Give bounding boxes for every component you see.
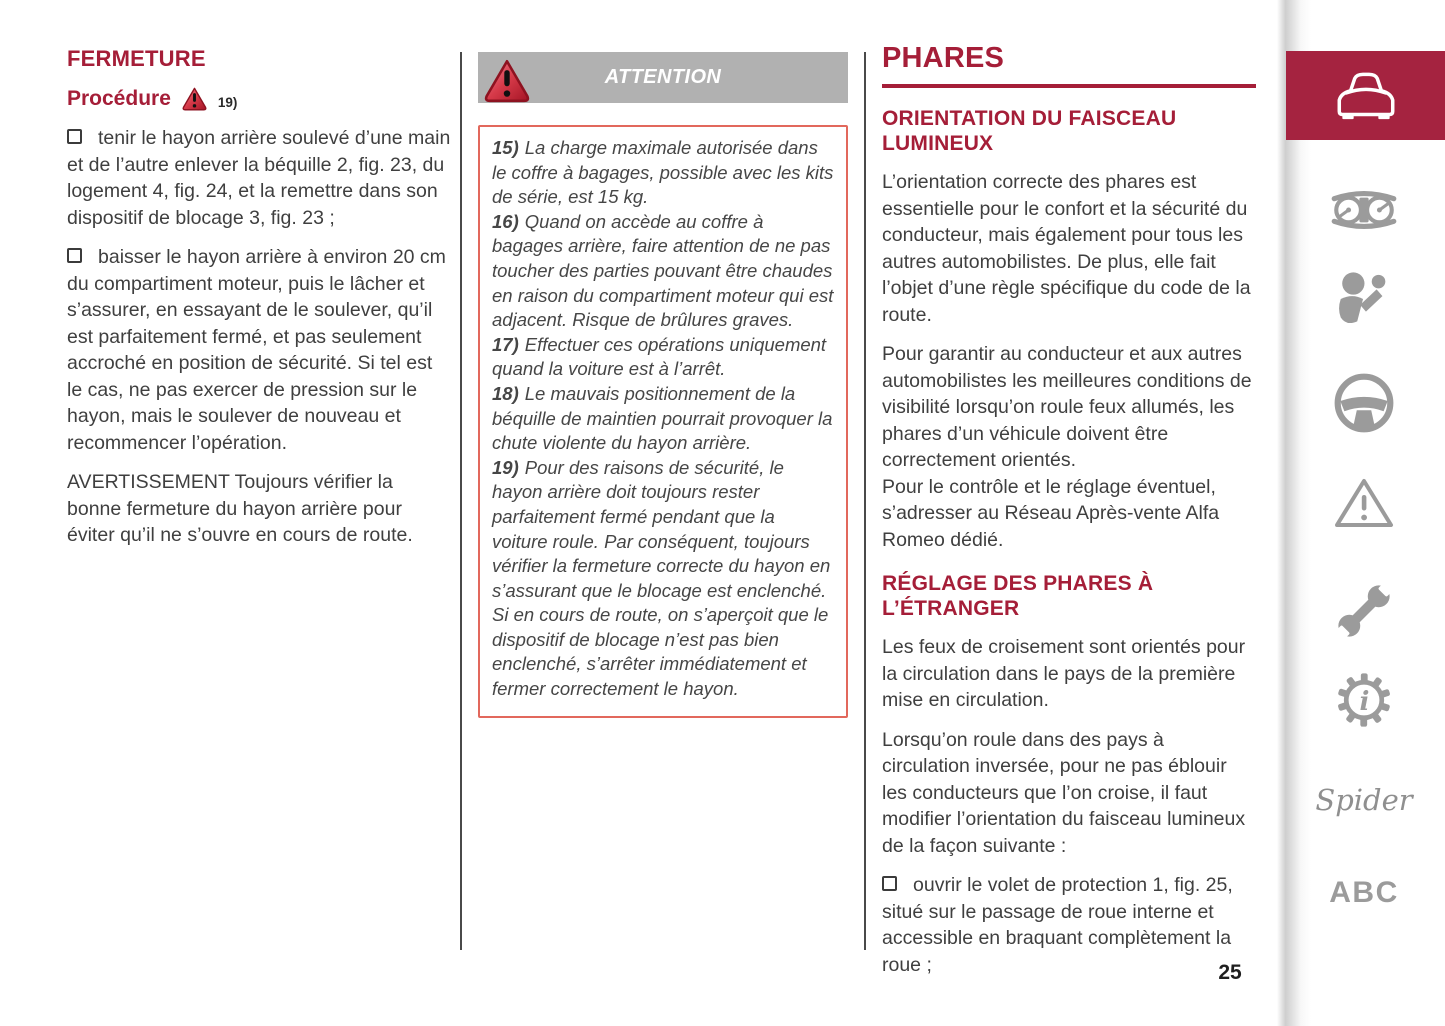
attention-item: [492, 456, 834, 702]
attention-item-number: 16): [492, 210, 519, 232]
attention-item: [492, 333, 834, 382]
paragraph-text: AVERTISSEMENT Toujours vérifier la bonne fermeture du hayon arrière pour éviter qu’il ne s’ouvre en cours de route.: [67, 471, 413, 546]
title-underline: [882, 84, 1256, 88]
airbag-icon: [1333, 269, 1395, 331]
attention-title: ATTENTION: [604, 66, 722, 88]
attention-item-number: 15): [492, 137, 519, 158]
paragraph: [882, 634, 1256, 714]
paragraph-text: tenir le hayon arrière soulevé d’une main et de l’autre enlever la béquille 2, fig. 23, du logement 4, fig. 24, et la remettre dans son dispositif de blocage 3, fig. 23 ;: [67, 127, 451, 229]
paragraph-text: Pour garantir au conducteur et aux autres automobilistes les meilleures conditions de visibilité lorsqu’on roule feux allumés, les phares d’un véhicule doivent être correctement orientés.: [882, 343, 1252, 471]
paragraph: [882, 341, 1256, 474]
sidebar-tab-safety[interactable]: [1283, 265, 1445, 335]
attention-item-number: 18): [492, 382, 519, 404]
attention-item-text: Pour des raisons de sécurité, le hayon arrière doit toujours rester parfaitement fermé pendant que la voiture roule. Par conséquent, toujours vérifier la fermeture correcte du hayon en s’assurant que le blocage est enclenché. Si en cours de route, on s’aperçoit que le dispositif de blocage n’est pas bien enclenché, s’arrêter immédiatement et fermer correctement le hayon.: [492, 456, 831, 700]
sidebar-tab-maintenance[interactable]: [1283, 576, 1445, 646]
svg-text:i: i: [1359, 685, 1370, 717]
attention-item: [492, 210, 834, 333]
sidebar-tab-instrument-cluster[interactable]: [1283, 175, 1445, 245]
subsection-procedure: [67, 85, 451, 112]
note-reference: 19): [217, 95, 238, 110]
wrench-icon: [1329, 576, 1399, 646]
attention-item-number: 17): [492, 333, 519, 355]
attention-item-text: Quand on accède au coffre à bagages arrière, faire attention de ne pas toucher des parties pouvant être chaudes en raison du compartiment moteur qui est adjacent. Risque de brûlures graves.: [492, 210, 834, 331]
section-title-fermeture: FERMETURE: [67, 46, 206, 71]
paragraph-text: Les feux de croisement sont orientés pour la circulation dans le pays de la première mise en circulation.: [882, 636, 1246, 711]
warning-triangle-outline-icon: [1332, 474, 1396, 532]
warning-triangle-icon: [482, 55, 532, 105]
attention-header: [478, 52, 848, 103]
sidebar-tab-technical-data[interactable]: [1283, 665, 1445, 735]
attention-item: [492, 136, 834, 210]
paragraph: [882, 872, 1256, 978]
spider-logo: Spider: [1315, 783, 1413, 817]
attention-box: [478, 125, 848, 718]
subsection-title-reglage: RÉGLAGE DES PHARES À L’ÉTRANGER: [882, 572, 1154, 620]
right-column: [882, 42, 1256, 978]
warning-triangle-icon: [181, 85, 208, 112]
column-divider: [864, 52, 866, 950]
sidebar-tab-emergency[interactable]: [1283, 468, 1445, 538]
paragraph: [882, 474, 1256, 554]
paragraph: [67, 469, 451, 549]
paragraph: [882, 727, 1256, 860]
page-number: 25: [1218, 961, 1242, 984]
paragraph: [67, 244, 451, 456]
middle-column: [478, 52, 848, 718]
chapter-sidebar: [1283, 0, 1445, 1026]
checkbox-bullet-icon: [67, 129, 82, 144]
paragraph-text: L’orientation correcte des phares est essentielle pour le confort et la sécurité du conducteur, mais également pour tous les autres automobilistes. De plus, elle fait l’objet d’une règle spécifique du code de la route.: [882, 171, 1251, 326]
orientation-paragraphs: [882, 169, 1256, 553]
subsection-title-orientation: ORIENTATION DU FAISCEAU LUMINEUX: [882, 107, 1177, 155]
paragraph-text: baisser le hayon arrière à environ 20 cm du compartiment moteur, puis le lâcher et s’assurer, en essayant de le soulever, qu’il est parfaitement fermé, et pas seulement accroché en position de sécurité. Si tel est le cas, ne pas exercer de pression sur le hayon, mais le soulever de nouveau et recommencer l’opération.: [67, 246, 446, 454]
gear-info-icon: [1330, 666, 1398, 734]
attention-item-text: Le mauvais positionnement de la béquille de maintien pourrait provoquer la chute violente du hayon arrière.: [492, 382, 833, 454]
checkbox-bullet-icon: [67, 248, 82, 263]
chapter-title: PHARES: [882, 42, 1005, 74]
attention-item-text: La charge maximale autorisée dans le coffre à bagages, possible avec les kits de série, est 15 kg.: [492, 137, 834, 208]
paragraph-text: Lorsqu’on roule dans des pays à circulation inversée, pour ne pas éblouir les conducteurs que l’on croise, il faut modifier l’orientation du faisceau lumineux de la façon suivante :: [882, 728, 1246, 857]
paragraph: [67, 125, 451, 231]
left-column: [67, 46, 451, 549]
gauges-icon: [1327, 185, 1401, 235]
checkbox-bullet-icon: [882, 876, 897, 891]
car-front-icon: [1329, 69, 1403, 123]
column-divider: [460, 52, 462, 950]
attention-item-text: Effectuer ces opérations uniquement quand la voiture est à l’arrêt.: [492, 333, 827, 380]
sidebar-tab-driving[interactable]: [1283, 368, 1445, 438]
attention-item-number: 19): [492, 456, 519, 478]
sidebar-tab-abc-index[interactable]: ABC: [1329, 876, 1399, 909]
sidebar-tab-vehicle[interactable]: [1286, 51, 1445, 140]
paragraph: [882, 169, 1256, 328]
steering-wheel-icon: [1331, 370, 1397, 436]
attention-item: [492, 382, 834, 456]
paragraph-text: ouvrir le volet de protection 1, fig. 25, situé sur le passage de roue interne et accessible en braquant complètement la roue ;: [882, 874, 1233, 976]
paragraph-text: Pour le contrôle et le réglage éventuel, s’adresser au Réseau Après-vente Alfa Romeo dédié.: [882, 475, 1220, 551]
reglage-paragraphs: [882, 634, 1256, 978]
left-paragraphs: [67, 125, 451, 549]
subsection-title: Procédure: [67, 86, 171, 110]
